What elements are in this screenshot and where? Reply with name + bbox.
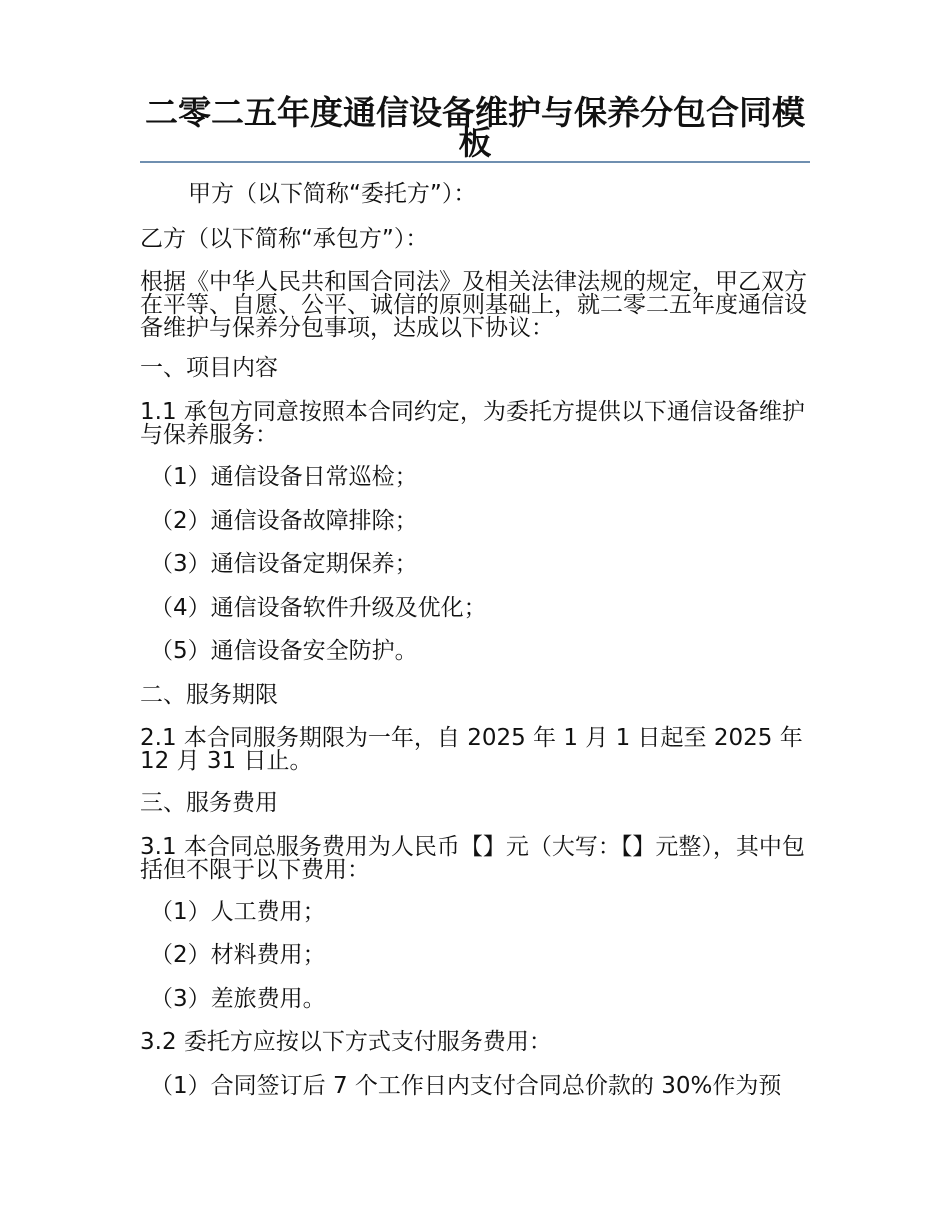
section-heading-service-fee: 三、服务费用	[140, 790, 278, 816]
list-item: （5）通信设备安全防护。	[150, 638, 418, 664]
party-b-line: 乙方（以下简称“承包方”）：	[140, 226, 429, 252]
title-underline	[140, 161, 810, 163]
list-item: （3）通信设备定期保养；	[150, 551, 418, 577]
list-item: （4）通信设备软件升级及优化；	[150, 595, 487, 621]
section-heading-project-content: 一、项目内容	[140, 355, 278, 381]
section-heading-service-period: 二、服务期限	[140, 682, 278, 708]
clause-1-1: 1.1 承包方同意按照本合同约定，为委托方提供以下通信设备维护与保养服务：	[140, 399, 805, 448]
clause-3-2: 3.2 委托方应按以下方式支付服务费用：	[140, 1029, 552, 1055]
clause-3-1: 3.1 本合同总服务费用为人民币【】元（大写：【】元整），其中包括但不限于以下费用：	[140, 834, 805, 883]
list-item: （2）材料费用；	[150, 942, 326, 968]
clause-2-1: 2.1 本合同服务期限为一年，自 2025 年 1 月 1 日起至 2025 年 12 月 31 日止。	[140, 725, 803, 774]
preamble-paragraph: 根据《中华人民共和国合同法》及相关法律法规的规定，甲乙双方在平等、自愿、公平、诚信的原则基础上，就二零二五年度通信设备维护与保养分包事项，达成以下协议：	[140, 269, 807, 341]
document-title: 二零二五年度通信设备维护与保养分包合同模板	[145, 93, 805, 162]
list-item: （2）通信设备故障排除；	[150, 508, 418, 534]
list-item: （3）差旅费用。	[150, 986, 326, 1012]
list-item: （1）合同签订后 7 个工作日内支付合同总价款的 30%作为预	[150, 1073, 782, 1099]
list-item: （1）通信设备日常巡检；	[150, 464, 418, 490]
party-a-line: 甲方（以下简称“委托方”）：	[188, 181, 477, 207]
list-item: （1）人工费用；	[150, 899, 326, 925]
